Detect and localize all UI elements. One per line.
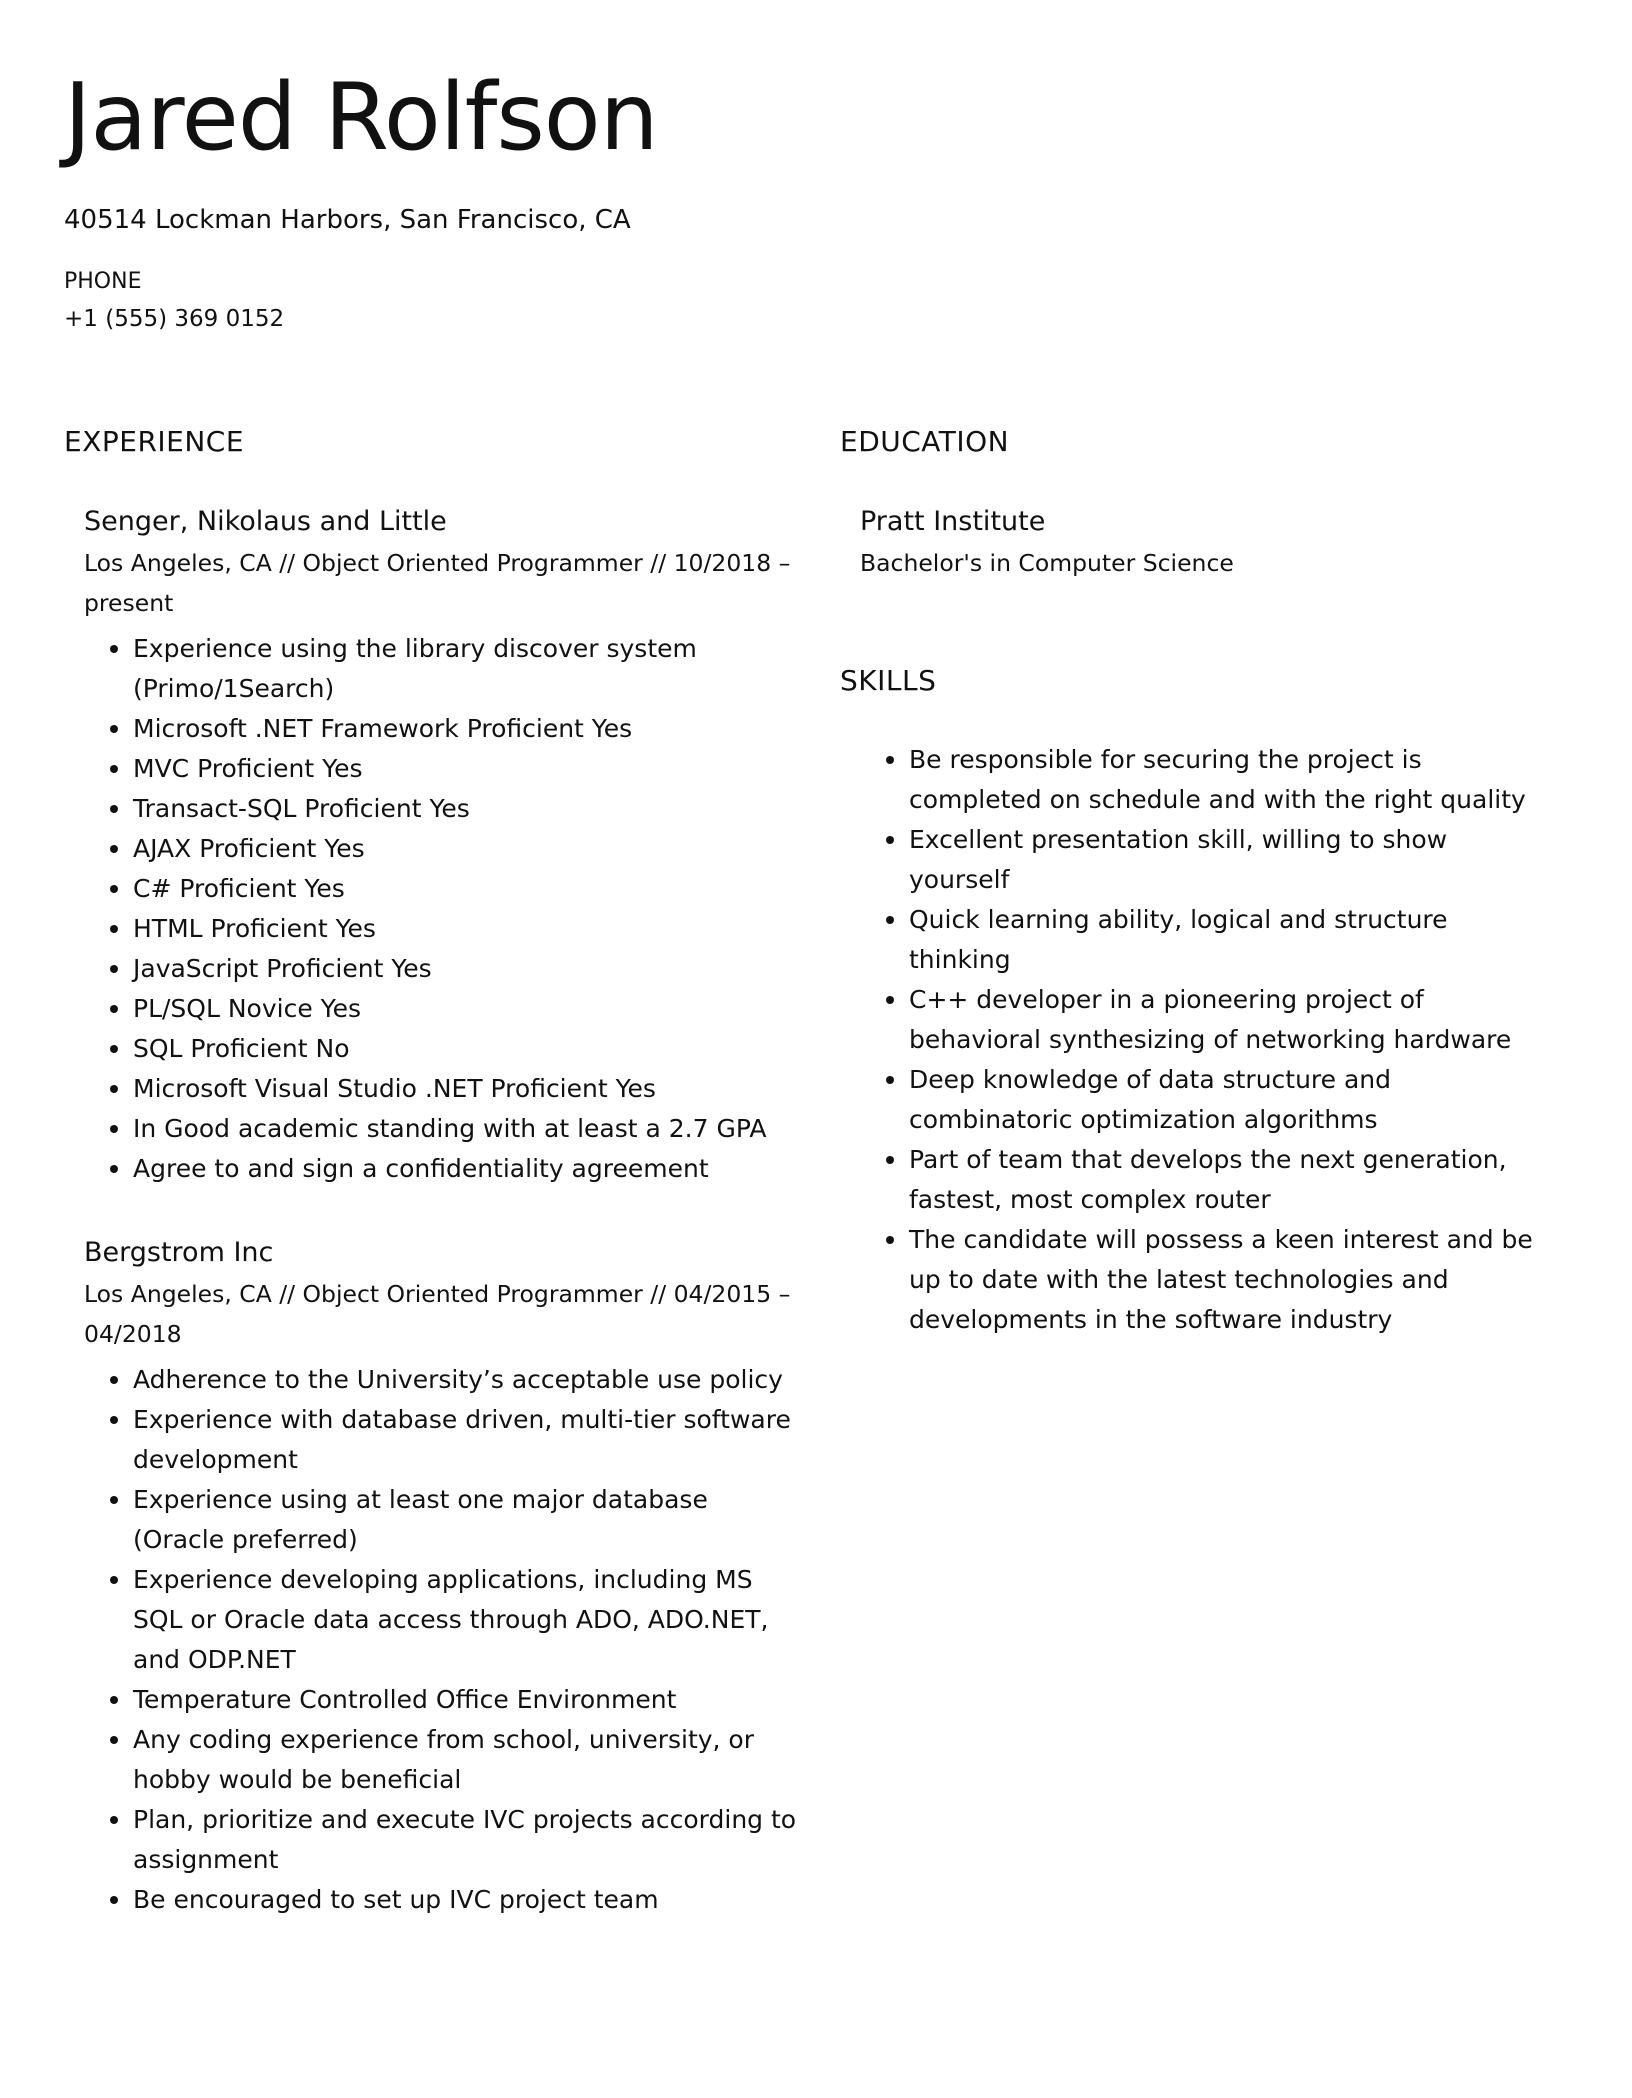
address: 40514 Lockman Harbors, San Francisco, CA xyxy=(64,205,631,235)
list-item: AJAX Proficient Yes xyxy=(133,829,799,869)
list-item: PL/SQL Novice Yes xyxy=(133,989,799,1029)
list-item: HTML Proficient Yes xyxy=(133,909,799,949)
list-item: MVC Proficient Yes xyxy=(133,749,799,789)
job-entry xyxy=(64,1235,799,1920)
skills-heading: SKILLS xyxy=(840,664,937,697)
list-item: Experience using at least one major database (Oracle preferred) xyxy=(133,1480,799,1560)
list-item: Temperature Controlled Office Environment xyxy=(133,1680,799,1720)
phone-number: +1 (555) 369 0152 xyxy=(64,306,285,332)
education-entry xyxy=(840,504,1540,583)
phone-label: PHONE xyxy=(64,269,142,294)
job-bullets xyxy=(84,1360,799,1920)
list-item: Experience developing applications, including MS SQL or Oracle data access through ADO, ADO.NET, and ODP.NET xyxy=(133,1560,799,1680)
list-item: Be responsible for securing the project is completed on schedule and with the right quality xyxy=(909,740,1540,820)
list-item: SQL Proficient No xyxy=(133,1029,799,1069)
list-item: JavaScript Proficient Yes xyxy=(133,949,799,989)
list-item: Any coding experience from school, university, or hobby would be beneficial xyxy=(133,1720,799,1800)
job-meta: Los Angeles, CA // Object Oriented Programmer // 10/2018 – present xyxy=(84,549,791,617)
list-item: Transact-SQL Proficient Yes xyxy=(133,789,799,829)
list-item: C++ developer in a pioneering project of behavioral synthesizing of networking hardware xyxy=(909,980,1540,1060)
experience-heading: EXPERIENCE xyxy=(64,425,245,458)
list-item: C# Proficient Yes xyxy=(133,869,799,909)
list-item: The candidate will possess a keen interest and be up to date with the latest technologies and developments in the software industry xyxy=(909,1220,1540,1340)
list-item: Experience with database driven, multi-tier software development xyxy=(133,1400,799,1480)
degree: Bachelor's in Computer Science xyxy=(860,549,1234,577)
job-bullets xyxy=(84,629,799,1189)
school-name: Pratt Institute xyxy=(860,506,1046,537)
experience-section xyxy=(64,424,799,1920)
job-entry xyxy=(64,504,799,1189)
list-item: Experience using the library discover system (Primo/1Search) xyxy=(133,629,799,709)
list-item: Deep knowledge of data structure and combinatoric optimization algorithms xyxy=(909,1060,1540,1140)
job-company: Senger, Nikolaus and Little xyxy=(84,506,447,537)
list-item: Part of team that develops the next generation, fastest, most complex router xyxy=(909,1140,1540,1220)
list-item: Adherence to the University’s acceptable use policy xyxy=(133,1360,799,1400)
education-heading: EDUCATION xyxy=(840,425,1010,458)
right-column xyxy=(840,424,1540,1340)
list-item: In Good academic standing with at least a 2.7 GPA xyxy=(133,1109,799,1149)
list-item: Plan, prioritize and execute IVC projects according to assignment xyxy=(133,1800,799,1880)
list-item: Agree to and sign a confidentiality agreement xyxy=(133,1149,799,1189)
list-item: Be encouraged to set up IVC project team xyxy=(133,1880,799,1920)
job-company: Bergstrom Inc xyxy=(84,1237,274,1268)
job-meta: Los Angeles, CA // Object Oriented Programmer // 04/2015 – 04/2018 xyxy=(84,1280,791,1348)
list-item: Quick learning ability, logical and structure thinking xyxy=(909,900,1540,980)
list-item: Excellent presentation skill, willing to show yourself xyxy=(909,820,1540,900)
list-item: Microsoft Visual Studio .NET Proficient Yes xyxy=(133,1069,799,1109)
candidate-name: Jared Rolfson xyxy=(64,63,658,171)
list-item: Microsoft .NET Framework Proficient Yes xyxy=(133,709,799,749)
skills-list xyxy=(840,740,1540,1340)
